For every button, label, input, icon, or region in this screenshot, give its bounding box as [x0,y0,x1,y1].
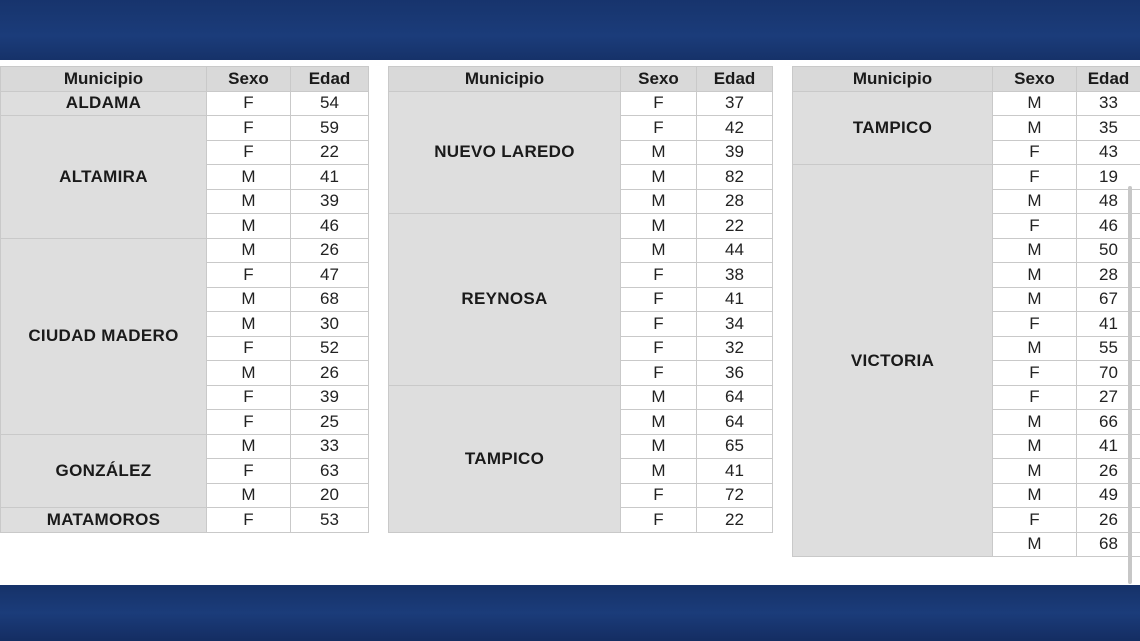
header-row [793,67,1140,92]
sexo-cell: M [993,459,1077,484]
sexo-cell: F [207,459,291,484]
header-sexo: Sexo [993,67,1077,92]
edad-cell: 30 [291,312,369,337]
header-municipio: Municipio [1,67,207,92]
header-edad: Edad [1077,67,1140,92]
edad-cell: 26 [1077,508,1140,533]
table-row [389,214,773,239]
table-row [389,91,773,116]
header-row [1,67,369,92]
edad-cell: 20 [291,483,369,508]
sexo-cell: F [621,263,697,288]
sexo-cell: M [621,140,697,165]
sexo-cell: M [993,189,1077,214]
edad-cell: 38 [697,263,773,288]
table-row [1,508,369,533]
edad-cell: 55 [1077,336,1140,361]
edad-cell: 47 [291,263,369,288]
sexo-cell: F [993,140,1077,165]
municipio-cell: TAMPICO [793,91,993,165]
municipio-cell: REYNOSA [389,214,621,386]
edad-cell: 44 [697,238,773,263]
municipio-cell: NUEVO LAREDO [389,91,621,214]
edad-cell: 82 [697,165,773,190]
edad-cell: 68 [1077,532,1140,557]
edad-cell: 50 [1077,238,1140,263]
sexo-cell: M [993,91,1077,116]
edad-cell: 39 [697,140,773,165]
sexo-cell: F [993,214,1077,239]
sexo-cell: F [207,116,291,141]
edad-cell: 64 [697,385,773,410]
edad-cell: 41 [697,287,773,312]
table-row [1,116,369,141]
edad-cell: 48 [1077,189,1140,214]
sexo-cell: M [621,214,697,239]
cases-table-1 [0,66,369,533]
edad-cell: 22 [697,508,773,533]
sexo-cell: M [993,116,1077,141]
edad-cell: 34 [697,312,773,337]
municipio-cell: GONZÁLEZ [1,434,207,508]
edad-cell: 28 [697,189,773,214]
table-row [1,238,369,263]
sexo-cell: F [207,263,291,288]
header-sexo: Sexo [621,67,697,92]
sexo-cell: M [621,410,697,435]
edad-cell: 53 [291,508,369,533]
sexo-cell: M [993,263,1077,288]
sexo-cell: F [993,508,1077,533]
sexo-cell: M [993,434,1077,459]
edad-cell: 26 [1077,459,1140,484]
edad-cell: 33 [291,434,369,459]
edad-cell: 70 [1077,361,1140,386]
edad-cell: 68 [291,287,369,312]
sexo-cell: F [621,336,697,361]
table-row [793,91,1140,116]
edad-cell: 26 [291,361,369,386]
edad-cell: 72 [697,483,773,508]
sexo-cell: F [207,91,291,116]
edad-cell: 43 [1077,140,1140,165]
sexo-cell: M [207,361,291,386]
sexo-cell: M [993,483,1077,508]
sexo-cell: F [993,165,1077,190]
edad-cell: 22 [697,214,773,239]
sexo-cell: M [207,238,291,263]
edad-cell: 46 [1077,214,1140,239]
edad-cell: 41 [1077,434,1140,459]
edad-cell: 25 [291,410,369,435]
sexo-cell: F [993,361,1077,386]
top-banner [0,0,1140,60]
sexo-cell: F [621,483,697,508]
municipio-cell: CIUDAD MADERO [1,238,207,434]
sexo-cell: M [207,165,291,190]
sexo-cell: M [621,434,697,459]
sexo-cell: F [207,385,291,410]
edad-cell: 26 [291,238,369,263]
cases-table-2 [388,66,773,533]
sexo-cell: F [621,91,697,116]
edad-cell: 33 [1077,91,1140,116]
sexo-cell: M [207,483,291,508]
sexo-cell: M [993,238,1077,263]
edad-cell: 64 [697,410,773,435]
sexo-cell: M [621,385,697,410]
sexo-cell: M [621,165,697,190]
edad-cell: 66 [1077,410,1140,435]
edad-cell: 67 [1077,287,1140,312]
header-edad: Edad [697,67,773,92]
header-sexo: Sexo [207,67,291,92]
edad-cell: 46 [291,214,369,239]
sexo-cell: M [621,459,697,484]
edad-cell: 49 [1077,483,1140,508]
sexo-cell: F [621,116,697,141]
sexo-cell: M [207,214,291,239]
edad-cell: 19 [1077,165,1140,190]
bottom-banner [0,585,1140,641]
edad-cell: 52 [291,336,369,361]
table-row [1,91,369,116]
edad-cell: 65 [697,434,773,459]
table-row [793,165,1140,190]
sexo-cell: F [207,410,291,435]
edad-cell: 59 [291,116,369,141]
sexo-cell: F [993,385,1077,410]
header-municipio: Municipio [389,67,621,92]
edad-cell: 42 [697,116,773,141]
sexo-cell: F [621,508,697,533]
sexo-cell: F [621,287,697,312]
table-row [1,434,369,459]
sexo-cell: F [621,361,697,386]
edad-cell: 41 [291,165,369,190]
edad-cell: 35 [1077,116,1140,141]
edad-cell: 54 [291,91,369,116]
edad-cell: 36 [697,361,773,386]
municipio-cell: TAMPICO [389,385,621,532]
sexo-cell: F [993,312,1077,337]
sexo-cell: F [207,336,291,361]
sexo-cell: F [621,312,697,337]
sexo-cell: M [993,287,1077,312]
edad-cell: 27 [1077,385,1140,410]
edad-cell: 28 [1077,263,1140,288]
sexo-cell: M [207,312,291,337]
sexo-cell: F [207,140,291,165]
edad-cell: 32 [697,336,773,361]
edad-cell: 39 [291,189,369,214]
edad-cell: 22 [291,140,369,165]
sexo-cell: M [993,410,1077,435]
sexo-cell: M [207,434,291,459]
cases-table-3 [792,66,1140,557]
scrollbar[interactable] [1128,186,1132,584]
header-municipio: Municipio [793,67,993,92]
municipio-cell: ALTAMIRA [1,116,207,239]
sexo-cell: M [993,336,1077,361]
edad-cell: 63 [291,459,369,484]
municipio-cell: MATAMOROS [1,508,207,533]
table-row [389,385,773,410]
sexo-cell: M [207,189,291,214]
edad-cell: 41 [1077,312,1140,337]
header-row [389,67,773,92]
municipio-cell: ALDAMA [1,91,207,116]
header-edad: Edad [291,67,369,92]
edad-cell: 39 [291,385,369,410]
sexo-cell: M [207,287,291,312]
sexo-cell: M [993,532,1077,557]
edad-cell: 37 [697,91,773,116]
municipio-cell: VICTORIA [793,165,993,557]
edad-cell: 41 [697,459,773,484]
sexo-cell: M [621,238,697,263]
sexo-cell: F [207,508,291,533]
sexo-cell: M [621,189,697,214]
